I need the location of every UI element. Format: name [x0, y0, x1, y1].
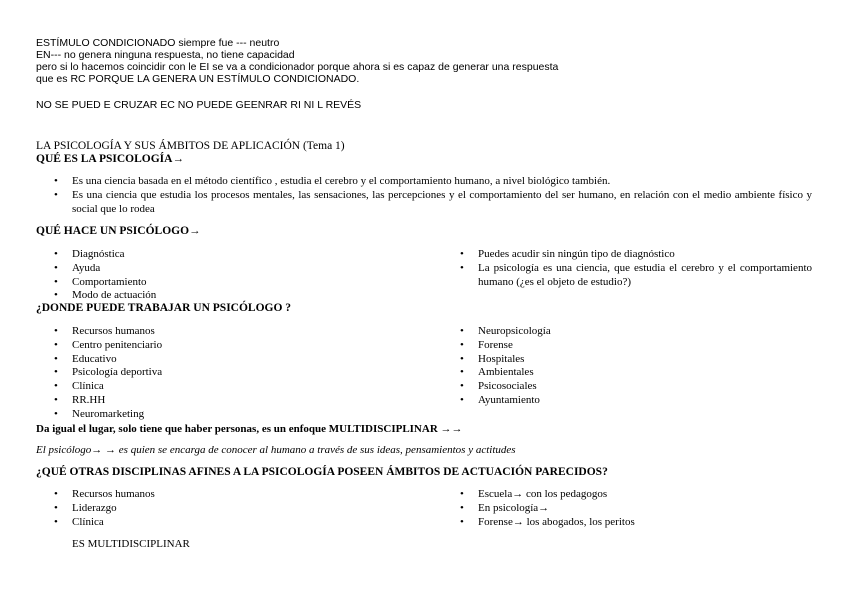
- list-item: • Clínica: [36, 380, 416, 394]
- footer-line: ES MULTIDISCIPLINAR: [72, 538, 190, 550]
- q4-left-list: [36, 488, 416, 529]
- list-item: • Comportamiento: [36, 276, 416, 290]
- list-item: • Neuropsicología: [442, 325, 812, 339]
- q2-right-list: [442, 248, 812, 289]
- list-item: • Escuela→ con los pedagogos: [442, 488, 812, 502]
- list-item: • Forense→ los abogados, los peritos: [442, 516, 812, 530]
- q4-heading: ¿QUÉ OTRAS DISCIPLINAS AFINES A LA PSICOLOGÍA POSEEN ÁMBITOS DE ACTUACIÓN PARECIDOS?: [36, 466, 608, 478]
- note-line-5: NO SE PUED E CRUZAR EC NO PUEDE GEENRAR RI NI L REVÉS: [36, 99, 362, 111]
- list-item: • Es una ciencia basada en el método científico , estudia el cerebro y el comportamiento humano, a nivel biológico también.: [36, 175, 812, 189]
- list-item: • Recursos humanos: [36, 488, 416, 502]
- list-item: • Recursos humanos: [36, 325, 416, 339]
- list-item: • Centro penitenciario: [36, 339, 416, 353]
- list-item: • Ambientales: [442, 366, 812, 380]
- note-line-2: EN--- no genera ninguna respuesta, no tiene capacidad: [36, 49, 295, 61]
- list-item: • Forense: [442, 339, 812, 353]
- psychologist-definition: El psicólogo→ → es quien se encarga de conocer al humano a través de sus ideas, pensamientos y actitudes: [36, 444, 516, 456]
- list-item: • Neuromarketing: [36, 408, 416, 422]
- list-item: • Modo de actuación: [36, 289, 416, 303]
- multidisciplinary-line: Da igual el lugar, solo tiene que haber personas, es un enfoque MULTIDISCIPLINAR →→: [36, 423, 463, 435]
- q1-list: [36, 175, 812, 216]
- q2-left-list: [36, 248, 416, 303]
- list-item: • RR.HH: [36, 394, 416, 408]
- list-item: • Puedes acudir sin ningún tipo de diagnóstico: [442, 248, 812, 262]
- list-item: • Ayuntamiento: [442, 394, 812, 408]
- list-item: • Es una ciencia que estudia los procesos mentales, las sensaciones, las percepciones y el comportamiento del ser humano, en relación con el medio ambiente físico y social que lo rodea: [36, 189, 812, 217]
- list-item: • Clínica: [36, 516, 416, 530]
- list-item: • Psicosociales: [442, 380, 812, 394]
- q2-heading: QUÉ HACE UN PSICÓLOGO→: [36, 225, 201, 237]
- q4-right-list: [442, 488, 812, 529]
- page-title: LA PSICOLOGÍA Y SUS ÁMBITOS DE APLICACIÓN (Tema 1): [36, 140, 345, 152]
- q1-heading: QUÉ ES LA PSICOLOGÍA→: [36, 153, 184, 165]
- q3-heading: ¿DONDE PUEDE TRABAJAR UN PSICÓLOGO ?: [36, 302, 292, 314]
- q3-right-list: [442, 325, 812, 408]
- list-item: • Psicología deportiva: [36, 366, 416, 380]
- list-item: • Diagnóstica: [36, 248, 416, 262]
- note-line-1: ESTÍMULO CONDICIONADO siempre fue --- neutro: [36, 37, 280, 49]
- list-item: • Hospitales: [442, 353, 812, 367]
- note-line-4: que es RC PORQUE LA GENERA UN ESTÍMULO CONDICIONADO.: [36, 73, 360, 85]
- list-item: • En psicología→: [442, 502, 812, 516]
- list-item: • Educativo: [36, 353, 416, 367]
- list-item: • La psicología es una ciencia, que estudia el cerebro y el comportamiento humano (¿es el objeto de estudio?): [442, 262, 812, 290]
- note-line-3: pero si lo hacemos coincidir con le EI se va a condicionador porque ahora si es capaz de generar una respuesta: [36, 61, 559, 73]
- q3-left-list: [36, 325, 416, 422]
- list-item: • Liderazgo: [36, 502, 416, 516]
- list-item: • Ayuda: [36, 262, 416, 276]
